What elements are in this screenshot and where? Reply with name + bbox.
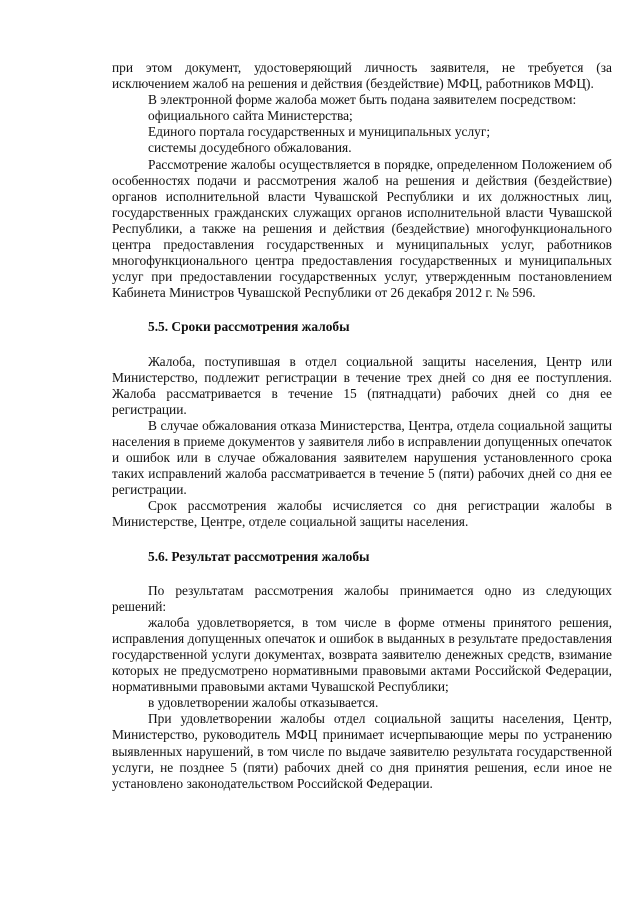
list-item-unified-portal: Единого портала государственных и муниципальных услуг; [148, 124, 491, 140]
paragraph-remedy-measures: При удовлетворении жалобы отдел социальной защиты населения, Центр, Министерство, руководитель МФЦ принимает исчерпывающие меры по устранению выявленных нарушений, в том числе по выдаче заявителю результата государственной услуги, не позднее 5 (пяти) рабочих дней со дня принятия решения, если иное не установлено законодательством Российской Федерации. [112, 711, 612, 791]
list-item-official-site: официального сайта Министерства; [148, 108, 353, 124]
paragraph-complaint-satisfied: жалоба удовлетворяется, в том числе в форме отмены принятого решения, исправления допущенных опечаток и ошибок в выданных в результате предоставления государственной услуги документах, возврата заявителю денежных средств, взимание которых не предусмотрено нормативными правовыми актами Российской Федерации, нормативными правовыми актами Чувашской Республики; [112, 614, 612, 695]
paragraph-complaint-rejected: в удовлетворении жалобы отказывается. [148, 695, 379, 711]
paragraph-term-calculation: Срок рассмотрения жалобы исчисляется со дня регистрации жалобы в Министерстве, Центре, отделе социальной защиты населения. [112, 498, 612, 530]
list-item-pretrial-system: системы досудебного обжалования. [148, 140, 352, 156]
paragraph-review-procedure: Рассмотрение жалобы осуществляется в порядке, определенном Положением об особенностях подачи и рассмотрения жалоб на решения и действия (бездействие) органов исполнительной власти Чувашской Республики и их должностных лиц, государственных гражданских служащих органов исполнительной власти Чувашской Республики, а также на решения и действия (бездействие) многофункционального центра предоставления государственных и муниципальных услуг, работников многофункционального центра предоставления государственных и муниципальных услуг при предоставлении государственных услуг, утвержденным постановлением Кабинета Министров Чувашской Республики от 26 декабря 2012 г. № 596. [112, 156, 612, 301]
section-heading-5-6: 5.6. Результат рассмотрения жалобы [148, 548, 370, 564]
paragraph-continuation: при этом документ, удостоверяющий личность заявителя, не требуется (за исключением жалоб на решения и действия (бездействие) МФЦ, работников МФЦ). [112, 60, 612, 92]
paragraph-decisions-intro: По результатам рассмотрения жалобы принимается одно из следующих решений: [112, 582, 612, 614]
paragraph-electronic-form: В электронной форме жалоба может быть подана заявителем посредством: [148, 92, 577, 108]
paragraph-refusal-appeal: В случае обжалования отказа Министерства, Центра, отдела социальной защиты населения в приеме документов у заявителя либо в исправлении допущенных опечаток и ошибок или в случае обжалования заявителем нарушения установленного срока таких исправлений жалоба рассматривается в течение 5 (пяти) рабочих дней со дня ее регистрации. [112, 417, 612, 498]
paragraph-registration: Жалоба, поступившая в отдел социальной защиты населения, Центр или Министерство, подлежит регистрации в течение трех дней со дня ее поступления. Жалоба рассматривается в течение 15 (пятнадцати) рабочих дней со дня ее регистрации. [112, 353, 612, 417]
document-page [112, 60, 612, 792]
section-heading-5-5: 5.5. Сроки рассмотрения жалобы [148, 319, 350, 335]
